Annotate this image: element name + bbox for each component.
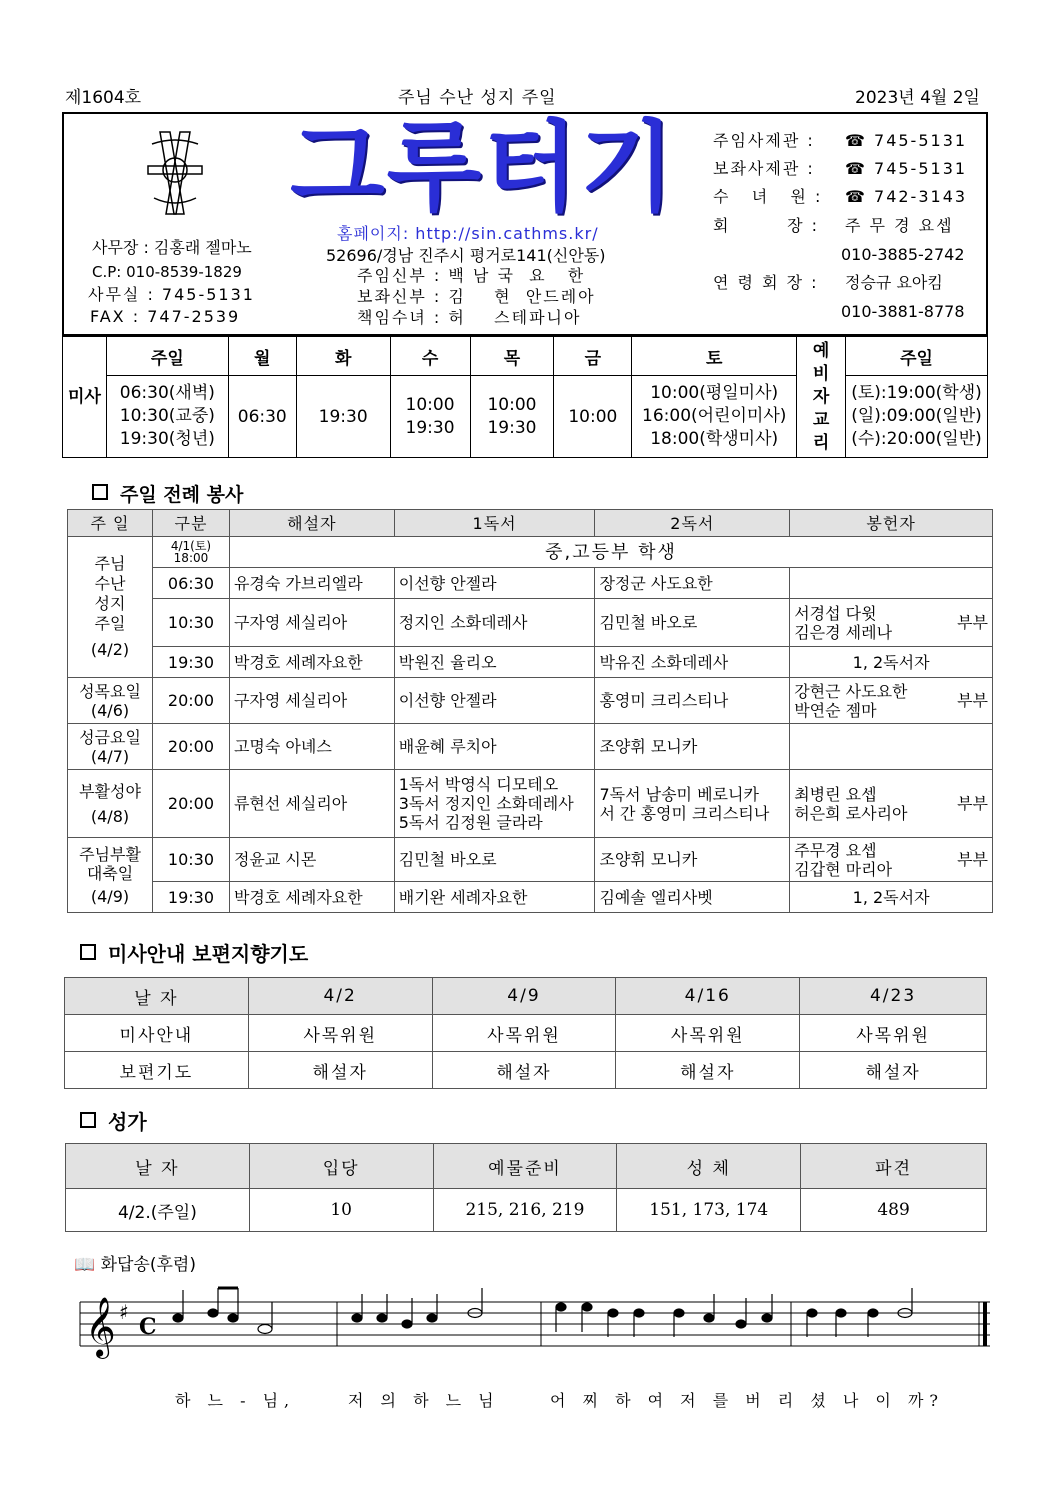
guide-header: 4/16	[616, 978, 800, 1015]
guide-row-label: 보편기도	[65, 1052, 249, 1089]
guide-header: 4/23	[800, 978, 987, 1015]
row-time: 06:30	[153, 568, 230, 599]
mass-header: 화	[296, 337, 390, 376]
guide-row-label: 미사안내	[65, 1015, 249, 1052]
row-time: 20:00	[153, 724, 230, 770]
hymn-header: 성 체	[617, 1144, 801, 1189]
reader-1: 김민철 바오로	[394, 838, 595, 882]
mass-schedule-table	[62, 336, 988, 458]
hymn-table	[65, 1143, 987, 1232]
contact-value: ☎ 745-5131	[845, 159, 968, 178]
contact-value: ☎ 745-5131	[845, 131, 968, 150]
good-friday-label: 성금요일 (4/7)	[68, 724, 153, 770]
offertory: 1, 2독서자	[790, 647, 993, 678]
reader-1: 이선향 안젤라	[394, 568, 595, 599]
contact-value: 주 무 경 요셉	[845, 216, 954, 235]
reader-1: 배윤혜 루치아	[394, 724, 595, 770]
row-time: 19:30	[153, 882, 230, 913]
guide-section-title: 미사안내 보편지향기도	[80, 938, 308, 967]
reader-2: 박유진 소화데레사	[595, 647, 790, 678]
reader-2: 김예솔 엘리사벳	[595, 882, 790, 913]
treble-clef-icon: 𝄞	[85, 1297, 116, 1357]
mass-tuesday-time: 19:30	[296, 376, 390, 458]
psalm-title: 📖 화답송(후렴)	[74, 1255, 196, 1275]
liturgy-table	[67, 509, 993, 913]
contact-label: 보좌사제관 :	[713, 159, 815, 178]
hymn-header: 파견	[801, 1144, 987, 1189]
catechism-header: 주일	[846, 337, 988, 376]
guide-cell: 사목위원	[432, 1015, 616, 1052]
reader-1: 정지인 소화데레사	[394, 599, 595, 647]
hymn-communion: 151, 173, 174	[617, 1189, 801, 1232]
mass-header: 월	[228, 337, 296, 376]
hymn-offertory: 215, 216, 219	[433, 1189, 617, 1232]
guide-cell: 해설자	[800, 1052, 987, 1089]
pastor: 주임신부 : 백 남 국 요 한	[357, 266, 586, 285]
reader-2: 홍영미 크리스티나	[595, 678, 790, 724]
guide-cell: 사목위원	[616, 1015, 800, 1052]
mass-header: 금	[554, 337, 632, 376]
palm-sunday-label: 주님 수난 성지 주일 (4/2)	[68, 537, 153, 678]
reader-2: 조양휘 모니카	[595, 724, 790, 770]
commentator: 유경숙 가브리엘라	[229, 568, 394, 599]
issue-date: 2023년 4월 2일	[855, 88, 980, 108]
assistant-priest: 보좌신부 : 김 현 안드레아	[357, 287, 596, 306]
issue-number: 제1604호	[65, 88, 142, 108]
contact-label: 주임사제관 :	[713, 131, 815, 150]
offertory: 서경섭 다윗 김은경 세레나 부부	[790, 599, 993, 647]
liturgy-section-title: 주일 전례 봉사	[92, 480, 243, 507]
reader-1: 박원진 율리오	[394, 647, 595, 678]
guide-cell: 해설자	[248, 1052, 432, 1089]
guide-cell: 사목위원	[800, 1015, 987, 1052]
reader-2: 장정군 사도요한	[595, 568, 790, 599]
mass-side-label: 미사	[63, 337, 107, 458]
hymn-header: 입당	[249, 1144, 433, 1189]
sister: 책임수녀 : 허 스테파니아	[357, 308, 582, 327]
commentator: 류현선 세실리아	[229, 770, 394, 838]
office-fax: FAX : 747-2539	[90, 307, 241, 326]
mass-thursday-times: 10:00 19:30	[470, 376, 554, 458]
checkbox-icon	[92, 484, 108, 500]
commentator: 고명숙 아녜스	[229, 724, 394, 770]
offertory: 강현근 사도요한 박연순 젬마 부부	[790, 678, 993, 724]
holy-thursday-label: 성목요일 (4/6)	[68, 678, 153, 724]
row-time: 10:30	[153, 838, 230, 882]
liturgy-header: 해설자	[229, 510, 394, 537]
commentator: 정윤교 시몬	[229, 838, 394, 882]
offertory: 1, 2독서자	[790, 882, 993, 913]
hymn-entrance: 10	[249, 1189, 433, 1232]
chairman-phone: 010-3885-2742	[841, 245, 965, 264]
mass-header: 주일	[106, 337, 228, 376]
book-icon: 📖	[74, 1255, 96, 1275]
svg-text:C: C	[139, 1314, 157, 1340]
commentator: 박경호 세례자요한	[229, 882, 394, 913]
guide-cell: 해설자	[616, 1052, 800, 1089]
reader-1: 1독서 박영식 디모테오 3독서 정지인 소화데레사 5독서 김정원 글라라	[394, 770, 595, 838]
mass-friday-time: 10:00	[554, 376, 632, 458]
mass-monday-time: 06:30	[228, 376, 296, 458]
contact-label: 수 녀 원 :	[713, 187, 823, 206]
mass-header: 목	[470, 337, 554, 376]
lyric-phrase: 저 의 하 느 님	[348, 1391, 500, 1410]
commentator: 구자영 세실리아	[229, 678, 394, 724]
easter-sunday-label: 주님부활 대축일 (4/9)	[68, 838, 153, 913]
hymn-header: 예물준비	[433, 1144, 617, 1189]
reader-2: 7독서 남송미 베로니카 서 간 홍영미 크리스티나	[595, 770, 790, 838]
liturgy-header: 주 일	[68, 510, 153, 537]
office-manager: 사무장 : 김홍래 젤마노	[92, 238, 252, 257]
reader-2: 김민철 바오로	[595, 599, 790, 647]
hymn-dismissal: 489	[801, 1189, 987, 1232]
federation-label: 연 령 회 장 :	[713, 273, 819, 292]
lyric-phrase: 하 느 - 님,	[175, 1391, 296, 1410]
merged-cell: 중,고등부 학생	[229, 537, 992, 568]
mass-saturday-times: 10:00(평일미사) 16:00(어린이미사) 18:00(학생미사)	[632, 376, 797, 458]
address: 52696/경남 진주시 평거로141(신안동)	[326, 246, 606, 265]
catechism-side-label: 예비자교리	[797, 337, 846, 458]
guide-cell: 해설자	[432, 1052, 616, 1089]
reader-2: 조양휘 모니카	[595, 838, 790, 882]
contact-label: 회 장 :	[713, 216, 820, 235]
reader-1: 배기완 세례자요한	[394, 882, 595, 913]
checkbox-icon	[80, 944, 96, 960]
hymn-date: 4/2.(주일)	[66, 1189, 250, 1232]
liturgy-header: 2독서	[595, 510, 790, 537]
row-time: 19:30	[153, 647, 230, 678]
federation-phone: 010-3881-8778	[841, 302, 965, 321]
guide-header: 날 자	[65, 978, 249, 1015]
mass-header: 수	[390, 337, 470, 376]
liturgy-header: 1독서	[394, 510, 595, 537]
row-time: 20:00	[153, 770, 230, 838]
office-cp: C.P: 010-8539-1829	[92, 263, 242, 281]
commentator: 박경호 세례자요한	[229, 647, 394, 678]
hymn-section-title: 성가	[80, 1106, 147, 1135]
guide-table	[64, 977, 987, 1089]
guide-header: 4/9	[432, 978, 616, 1015]
page-title: 주님 수난 성지 주일	[398, 88, 557, 108]
homepage-link[interactable]: 홈페이지: http://sin.cathms.kr/	[337, 224, 599, 243]
liturgy-header: 봉헌자	[790, 510, 993, 537]
easter-vigil-label: 부활성야 (4/8)	[68, 770, 153, 838]
lyric-phrase: 어 찌 하 여 저 를 버 리 셨 나 이 까?	[550, 1391, 944, 1410]
mass-wednesday-times: 10:00 19:30	[390, 376, 470, 458]
row-time: 20:00	[153, 678, 230, 724]
row-time: 10:30	[153, 599, 230, 647]
catechism-times: (토):19:00(학생) (일):09:00(일반) (수):20:00(일반)	[846, 376, 988, 458]
mass-header: 토	[632, 337, 797, 376]
checkbox-icon	[80, 1112, 96, 1128]
offertory: 최병린 요셉 허은희 로사리아 부부	[790, 770, 993, 838]
contact-value: ☎ 742-3143	[845, 187, 968, 206]
mass-sunday-times: 06:30(새벽) 10:30(교중) 19:30(청년)	[106, 376, 228, 458]
offertory	[790, 724, 993, 770]
guide-cell: 사목위원	[248, 1015, 432, 1052]
reader-1: 이선향 안젤라	[394, 678, 595, 724]
guide-header: 4/2	[248, 978, 432, 1015]
parish-logo	[140, 128, 210, 218]
commentator: 구자영 세실리아	[229, 599, 394, 647]
federation-name: 정승규 요아킴	[845, 273, 943, 292]
row-time: 4/1(토) 18:00	[153, 537, 230, 568]
sharp-icon: ♯	[119, 1300, 129, 1324]
office-phone: 사무실 : 745-5131	[88, 285, 255, 304]
hymn-header: 날 자	[66, 1144, 250, 1189]
liturgy-header: 구분	[153, 510, 230, 537]
music-staff	[75, 1282, 995, 1372]
offertory	[790, 568, 993, 599]
offertory: 주무경 요셉 김갑현 마리아 부부	[790, 838, 993, 882]
bulletin-name: 그루터기	[290, 111, 677, 225]
